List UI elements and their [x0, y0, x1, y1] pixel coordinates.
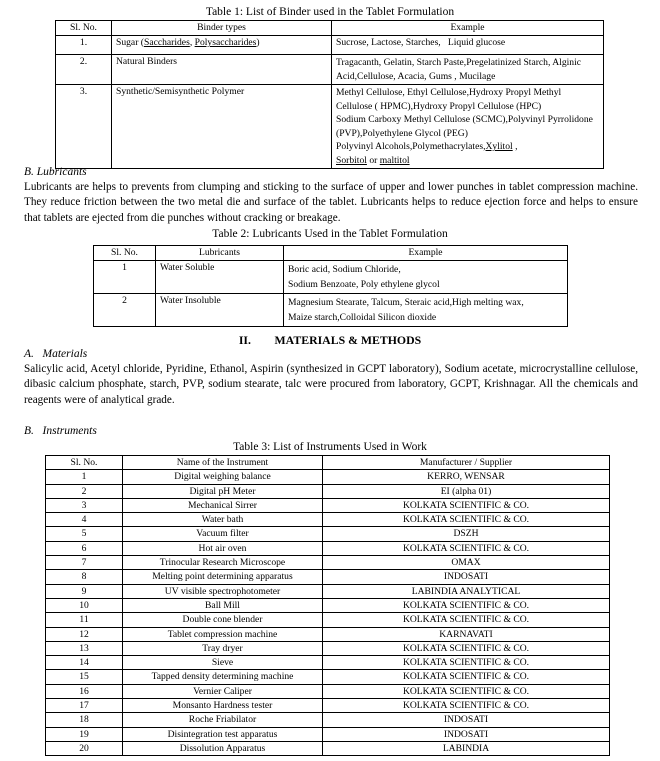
example-line — [336, 154, 599, 168]
manufacturer-cell: KOLKATA SCIENTIFIC & CO. — [323, 684, 610, 698]
manufacturer-cell: KOLKATA SCIENTIFIC & CO. — [323, 670, 610, 684]
sl-no-cell: 14 — [46, 656, 123, 670]
table-row — [46, 527, 610, 541]
table-row — [56, 55, 604, 85]
manufacturer-cell: LABINDIA ANALYTICAL — [323, 584, 610, 598]
sl-no-cell: 6 — [46, 541, 123, 555]
example-line: Maize starch,Colloidal Silicon dioxide — [288, 312, 437, 324]
table-row — [46, 641, 610, 655]
header-example: Example — [284, 246, 568, 261]
text-span: , — [189, 37, 195, 49]
sl-no-cell: 2 — [94, 294, 156, 327]
table-row — [46, 470, 610, 484]
sl-no-cell: 19 — [46, 727, 123, 741]
section-heading: II. MATERIALS & METHODS — [238, 333, 422, 347]
sl-no-cell: 4 — [46, 513, 123, 527]
instrument-name-cell: Digital pH Meter — [123, 484, 323, 498]
table-header-row — [46, 456, 610, 470]
text-span: Polyvinyl Alcohols,Polymethacrylates, — [336, 141, 486, 153]
sl-no-cell: 9 — [46, 584, 123, 598]
table-row — [56, 36, 604, 55]
maltitol-link[interactable]: maltitol — [379, 154, 410, 166]
example-cell: Tragacanth, Gelatin, Starch Paste,Pregelatinized Starch, Alginic Acid,Cellulose, Acacia, Gums , Mucilage — [332, 55, 604, 85]
header-manufacturer: Manufacturer / Supplier — [323, 456, 610, 470]
example-line: Sodium Carboxy Methyl Cellulose (SCMC),Polyvinyl Pyrrolidone (PVP),Polyethylene Glycol (PEG) — [336, 114, 593, 139]
manufacturer-cell: KOLKATA SCIENTIFIC & CO. — [323, 498, 610, 512]
instrument-name-cell: Digital weighing balance — [123, 470, 323, 484]
instrument-name-cell: Melting point determining apparatus — [123, 570, 323, 584]
table-row — [46, 556, 610, 570]
table-header-row — [56, 21, 604, 36]
materials-paragraph: Salicylic acid, Acetyl chloride, Pyridine, Ethanol, Aspirin (synthesized in GCPT laboratory), Sodium acetate, microcrystalline cellulose, dibasic calcium phosphate, starch, PVP, sodium stearate, talc were procured from laboratory, GCPT, Krishnagar. All the chemicals and reagents were of analytical grade. — [24, 363, 638, 406]
instrument-name-cell: Monsanto Hardness tester — [123, 699, 323, 713]
manufacturer-cell: KOLKATA SCIENTIFIC & CO. — [323, 641, 610, 655]
sl-no-cell: 12 — [46, 627, 123, 641]
lubricant-type-cell: Water Soluble — [156, 261, 284, 294]
manufacturer-cell: INDOSATI — [323, 713, 610, 727]
sorbitol-link[interactable]: Sorbitol — [336, 154, 367, 166]
sl-no-cell: 2. — [56, 55, 112, 85]
header-lubricants: Lubricants — [156, 246, 284, 261]
sl-no-cell: 8 — [46, 570, 123, 584]
instrument-name-cell: Tray dryer — [123, 641, 323, 655]
manufacturer-cell: INDOSATI — [323, 727, 610, 741]
lubricants-heading: B. Lubricants — [24, 166, 87, 178]
instrument-name-cell: Disintegration test apparatus — [123, 727, 323, 741]
sl-no-cell: 2 — [46, 484, 123, 498]
sl-no-cell: 10 — [46, 598, 123, 612]
table-row — [46, 584, 610, 598]
sl-no-cell: 3. — [56, 85, 112, 169]
manufacturer-cell: KOLKATA SCIENTIFIC & CO. — [323, 613, 610, 627]
saccharides-link[interactable]: Saccharides — [143, 37, 190, 49]
example-line: Methyl Cellulose, Ethyl Cellulose,Hydroxy Propyl Methyl Cellulose ( HPMC),Hydroxy Propyl Cellulose (HPC) — [336, 87, 562, 112]
header-instrument: Name of the Instrument — [123, 456, 323, 470]
example-cell — [332, 85, 604, 169]
instruments-table — [45, 455, 610, 756]
lubricant-type-cell: Water Insoluble — [156, 294, 284, 327]
manufacturer-cell: KOLKATA SCIENTIFIC & CO. — [323, 541, 610, 555]
sl-no-cell: 7 — [46, 556, 123, 570]
table-row — [46, 541, 610, 555]
instrument-name-cell: Vernier Caliper — [123, 684, 323, 698]
table3-caption: Table 3: List of Instruments Used in Work — [233, 441, 427, 453]
example-line: Boric acid, Sodium Chloride, — [288, 264, 401, 276]
manufacturer-cell: OMAX — [323, 556, 610, 570]
binder-type-cell — [112, 36, 332, 55]
sl-no-cell: 1. — [56, 36, 112, 55]
header-sl-no: Sl. No. — [46, 456, 123, 470]
manufacturer-cell: KOLKATA SCIENTIFIC & CO. — [323, 598, 610, 612]
table-row — [56, 85, 604, 169]
example-cell: Sucrose, Lactose, Starches, Liquid glucose — [332, 36, 604, 55]
instrument-name-cell: Tapped density determining machine — [123, 670, 323, 684]
polysaccharides-link[interactable]: Polysaccharides — [194, 37, 257, 49]
sl-no-cell: 16 — [46, 684, 123, 698]
example-line: Sodium Benzoate, Poly ethylene glycol — [288, 279, 440, 291]
example-cell — [284, 261, 568, 294]
example-line: Magnesium Stearate, Talcum, Steraic acid,High melting wax, — [288, 297, 524, 309]
instrument-name-cell: Roche Friabilator — [123, 713, 323, 727]
instrument-name-cell: Water bath — [123, 513, 323, 527]
manufacturer-cell: INDOSATI — [323, 570, 610, 584]
instrument-name-cell: Mechanical Sirrer — [123, 498, 323, 512]
sl-no-cell: 3 — [46, 498, 123, 512]
sl-no-cell: 15 — [46, 670, 123, 684]
instruments-table-body — [46, 470, 610, 756]
table-row — [46, 713, 610, 727]
table-row — [46, 598, 610, 612]
materials-heading: A. Materials — [24, 348, 88, 360]
table1-caption: Table 1: List of Binder used in the Tablet Formulation — [205, 6, 455, 18]
text-span: , — [512, 141, 518, 153]
example-cell — [284, 294, 568, 327]
header-sl-no: Sl. No. — [56, 21, 112, 36]
example-line — [336, 140, 599, 154]
instrument-name-cell: Vacuum filter — [123, 527, 323, 541]
header-binder-types: Binder types — [112, 21, 332, 36]
instrument-name-cell: Trinocular Research Microscope — [123, 556, 323, 570]
instruments-heading: B. Instruments — [24, 425, 97, 437]
table-row — [46, 670, 610, 684]
text-span: ) — [256, 37, 260, 49]
sl-no-cell: 13 — [46, 641, 123, 655]
instrument-name-cell: Sieve — [123, 656, 323, 670]
instrument-name-cell: Tablet compression machine — [123, 627, 323, 641]
table-row — [46, 484, 610, 498]
table-row — [46, 613, 610, 627]
instrument-name-cell: Dissolution Apparatus — [123, 741, 323, 755]
instrument-name-cell: Ball Mill — [123, 598, 323, 612]
table-row — [46, 684, 610, 698]
manufacturer-cell: EI (alpha 01) — [323, 484, 610, 498]
table-row — [46, 627, 610, 641]
sl-no-cell: 11 — [46, 613, 123, 627]
table-row — [46, 741, 610, 755]
table-row — [46, 513, 610, 527]
header-sl-no: Sl. No. — [94, 246, 156, 261]
sl-no-cell: 1 — [46, 470, 123, 484]
sl-no-cell: 18 — [46, 713, 123, 727]
table-row — [46, 699, 610, 713]
sl-no-cell: 5 — [46, 527, 123, 541]
table-header-row — [94, 246, 568, 261]
table-row — [46, 727, 610, 741]
text-span: or — [366, 154, 380, 166]
table-row — [46, 570, 610, 584]
xylitol-link[interactable]: Xylitol — [485, 141, 513, 153]
lubricants-paragraph: Lubricants are helps to prevents from clumping and sticking to the surface of upper and lower punches in tablet compression machine. They reduce friction between the two metal die and surface of the tablet. Lubricants helps to reduce ejection force and helps to ensure that tablets are ejected from die punches without cracking or breakage. — [24, 181, 638, 224]
table2-caption: Table 2: Lubricants Used in the Tablet Formulation — [212, 228, 448, 240]
manufacturer-cell: DSZH — [323, 527, 610, 541]
text-span: Sugar ( — [116, 37, 144, 49]
instrument-name-cell: UV visible spectrophotometer — [123, 584, 323, 598]
manufacturer-cell: KOLKATA SCIENTIFIC & CO. — [323, 699, 610, 713]
table-row — [46, 498, 610, 512]
instrument-name-cell: Hot air oven — [123, 541, 323, 555]
table-row — [94, 261, 568, 294]
table-row — [46, 656, 610, 670]
table-row — [94, 294, 568, 327]
sl-no-cell: 20 — [46, 741, 123, 755]
manufacturer-cell: LABINDIA — [323, 741, 610, 755]
sl-no-cell: 1 — [94, 261, 156, 294]
sl-no-cell: 17 — [46, 699, 123, 713]
manufacturer-cell: KOLKATA SCIENTIFIC & CO. — [323, 513, 610, 527]
binder-table — [55, 20, 604, 169]
manufacturer-cell: KERRO, WENSAR — [323, 470, 610, 484]
lubricants-table — [93, 245, 568, 327]
manufacturer-cell: KARNAVATI — [323, 627, 610, 641]
manufacturer-cell: KOLKATA SCIENTIFIC & CO. — [323, 656, 610, 670]
binder-type-cell: Synthetic/Semisynthetic Polymer — [112, 85, 332, 169]
binder-type-cell: Natural Binders — [112, 55, 332, 85]
header-example: Example — [332, 21, 604, 36]
instrument-name-cell: Double cone blender — [123, 613, 323, 627]
